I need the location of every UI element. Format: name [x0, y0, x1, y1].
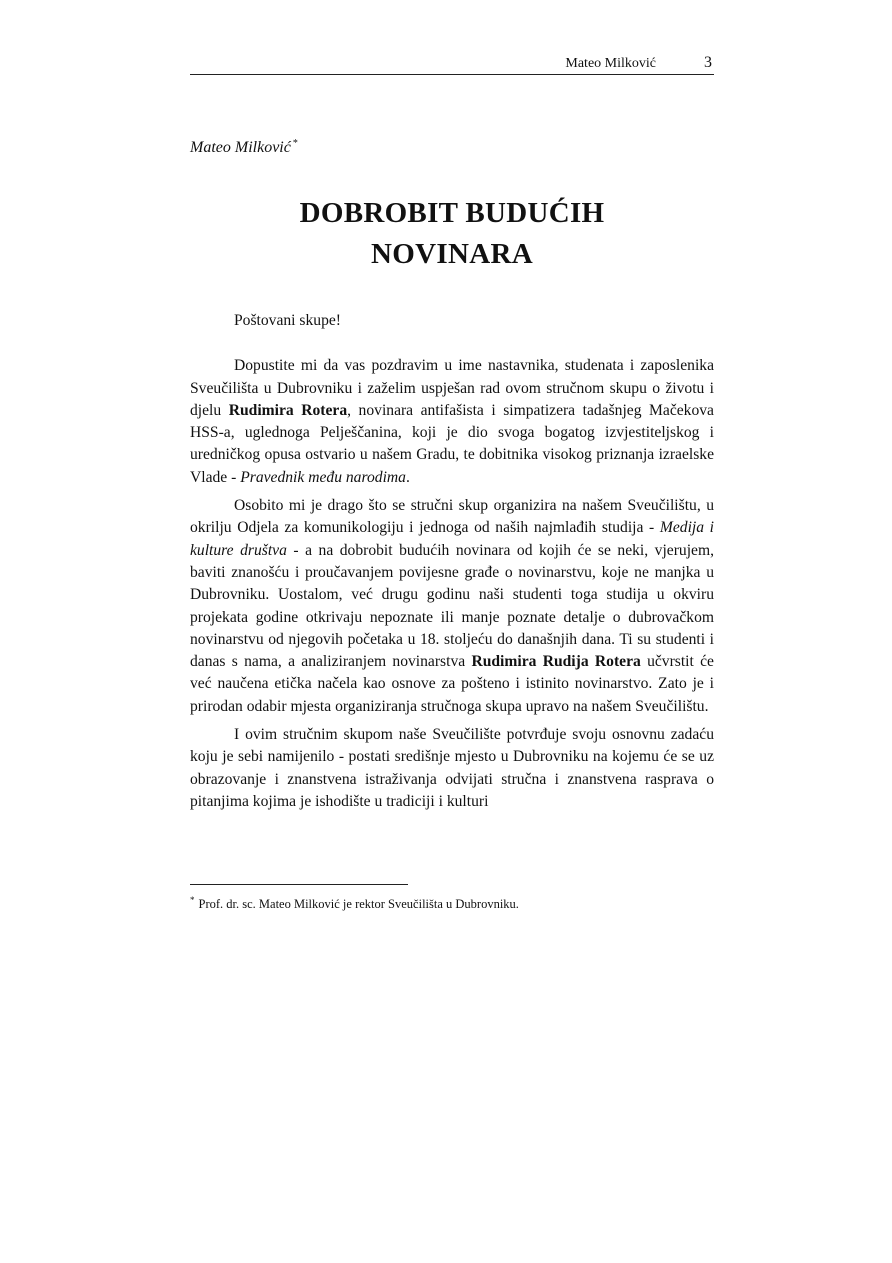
p1-text-1: Dopustite mi da vas pozdravim u ime nastavnika, studenata i zaposlenika Sveučilišta u Dubrovniku i zaželim uspješan rad ovom stručnom skupu o životu i djelu — [190, 357, 714, 419]
greeting: Poštovani skupe! — [234, 312, 341, 329]
title-line-1: DOBROBIT BUDUĆIH — [299, 197, 605, 229]
p2-text-2: - a na dobrobit budućih novinara od kojih će se neki, vjerujem, baviti znanošću i proučavanjem povijesne građe o novinarstvu, koje ne manjka u Dubrovniku. Uostalom, već drugu godinu naši studenti toga studija u okviru projekata godine otkrivaju nepoznate ili manje poznate detalje o dubrovačkom novinarstvu od njegovih početaka u 18. stoljeću do današnjih dana. Ti su studenti i danas s nama, a analiziranjem novinarstva — [190, 541, 714, 671]
footnote-divider — [190, 884, 408, 885]
paragraph-1 — [190, 355, 714, 489]
author-name: Mateo Milković — [190, 139, 291, 156]
author-footnote-mark: * — [292, 138, 298, 149]
p2-italic-study: Medija i kulture društva — [190, 519, 715, 559]
footnote-mark: * — [190, 895, 195, 905]
article-author — [190, 138, 298, 157]
p2-text-3: učvrstit će već naučena etička načela kao osnove za pošteno i istinito novinarstvo. Zato je i prirodan odabir mjesta organiziranja stručnoga skupa upravo na našem Sveučilištu. — [190, 653, 714, 715]
p1-bold-name: Rudimira Rotera — [228, 401, 348, 419]
header-author: Mateo Milković — [565, 56, 656, 71]
article-body — [190, 310, 714, 819]
p3-text-1: I ovim stručnim skupom naše Sveučilište potvrđuje svoju osnovnu zadaću koju je sebi namijenilo - postati središnje mjesto u Dubrovniku na kojemu će se uz obrazovanje i znanstvena istraživanja odvijati stručna i znanstvena rasprava o pitanjima kojima je ishodište u tradiciji i kulturi — [190, 726, 714, 810]
footnote — [190, 895, 714, 912]
paragraph-2 — [190, 495, 714, 718]
p1-text-3: . — [405, 468, 410, 486]
p2-text-1: Osobito mi je drago što se stručni skup organizira na našem Sveučilištu, u okrilju Odjela za komunikologiju i jednoga od naših najmlađih studija - — [190, 497, 714, 537]
p1-text-2: , novinara antifašista i simpatizera tadašnjeg Mačekova HSS-a, uglednoga Pelješčanina, koji je dio svoga bogatog izvjestiteljskog i uredničkog opusa ostvario u našem Gradu, te dobitnika visokog priznanja izraelske Vlade - — [190, 401, 714, 486]
article-title — [190, 193, 714, 275]
running-header — [190, 52, 714, 75]
paragraph-3 — [190, 724, 714, 813]
page-number: 3 — [704, 54, 712, 71]
p1-italic-award: Pravednik među narodima — [240, 468, 406, 486]
p2-bold-name: Rudimira Rudija Rotera — [471, 653, 641, 671]
title-line-2: NOVINARA — [371, 238, 533, 270]
footnote-text: Prof. dr. sc. Mateo Milković je rektor Sveučilišta u Dubrovniku. — [198, 897, 519, 911]
